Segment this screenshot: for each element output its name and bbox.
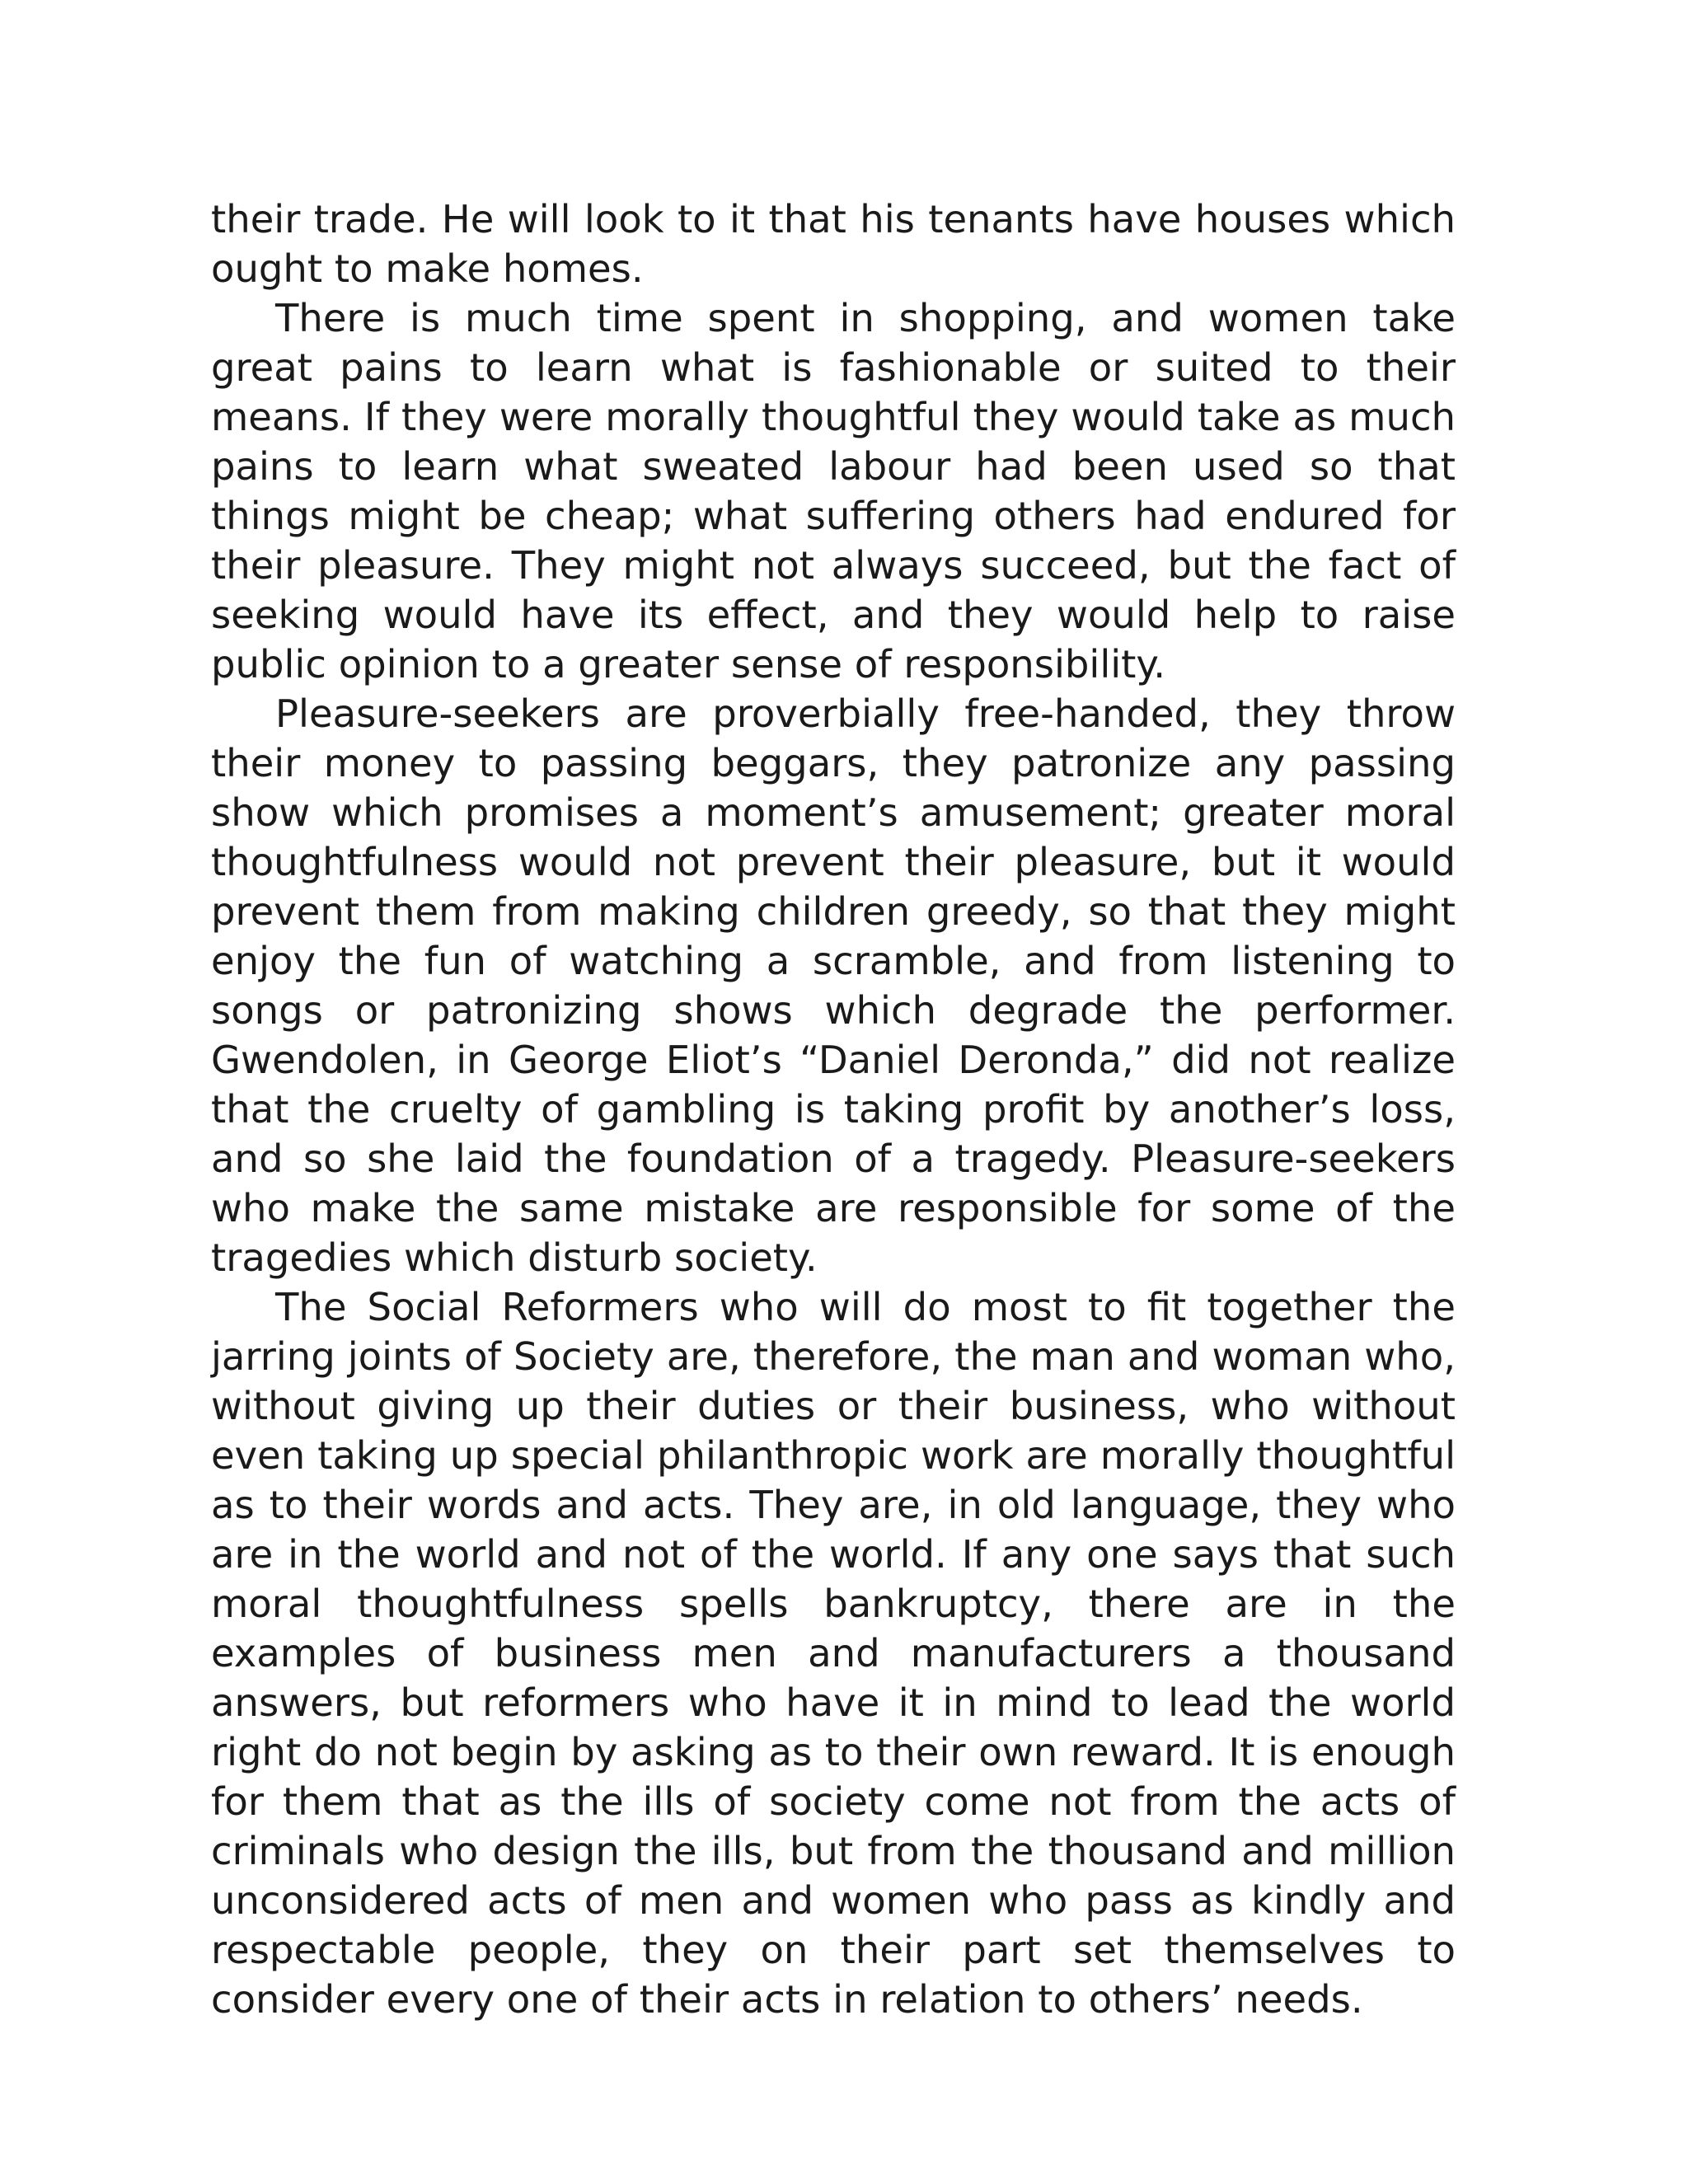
paragraph-continuation: their trade. He will look to it that his tenants have houses which ought to make homes. [211,197,1456,291]
body-text [211,194,1456,2024]
paragraph-shopping: There is much time spent in shopping, and women take great pains to learn what is fashionable or suited to their means. If they were morally thoughtful they would take as much pains to learn what sweated labour had been used so that things might be cheap; what suffering others had endured for their pleasure. They might not always succeed, but the fact of seeking would have its effect, and they would help to raise public opinion to a greater sense of responsibility. [211,296,1456,687]
paragraph-social-reformers: The Social Reformers who will do most to fit together the jarring joints of Society are, therefore, the man and woman who, without giving up their duties or their business, who without even taking up special philanthropic work are morally thoughtful as to their words and acts. They are, in old language, they who are in the world and not of the world. If any one says that such moral thoughtfulness spells bankruptcy, there are in the examples of business men and manufacturers a thousand answers, but reformers who have it in mind to lead the world right do not begin by asking as to their own reward. It is enough for them that as the ills of society come not from the acts of criminals who design the ills, but from the thousand and million unconsidered acts of men and women who pass as kindly and respectable people, they on their part set themselves to consider every one of their acts in relation to others’ needs. [211,1285,1456,2022]
paragraph-pleasure-seekers: Pleasure-seekers are proverbially free-handed, they throw their money to passing beggars, they patronize any passing show which promises a moment’s amusement; greater moral thoughtfulness would not prevent their pleasure, but it would prevent them from making children greedy, so that they might enjoy the fun of watching a scramble, and from listening to songs or patronizing shows which degrade the performer. Gwendolen, in George Eliot’s “Daniel Deronda,” did not realize that the cruelty of gambling is taking profit by another’s loss, and so she laid the foundation of a tragedy. Pleasure-seekers who make the same mistake are responsible for some of the tragedies which disturb society. [211,691,1456,1280]
